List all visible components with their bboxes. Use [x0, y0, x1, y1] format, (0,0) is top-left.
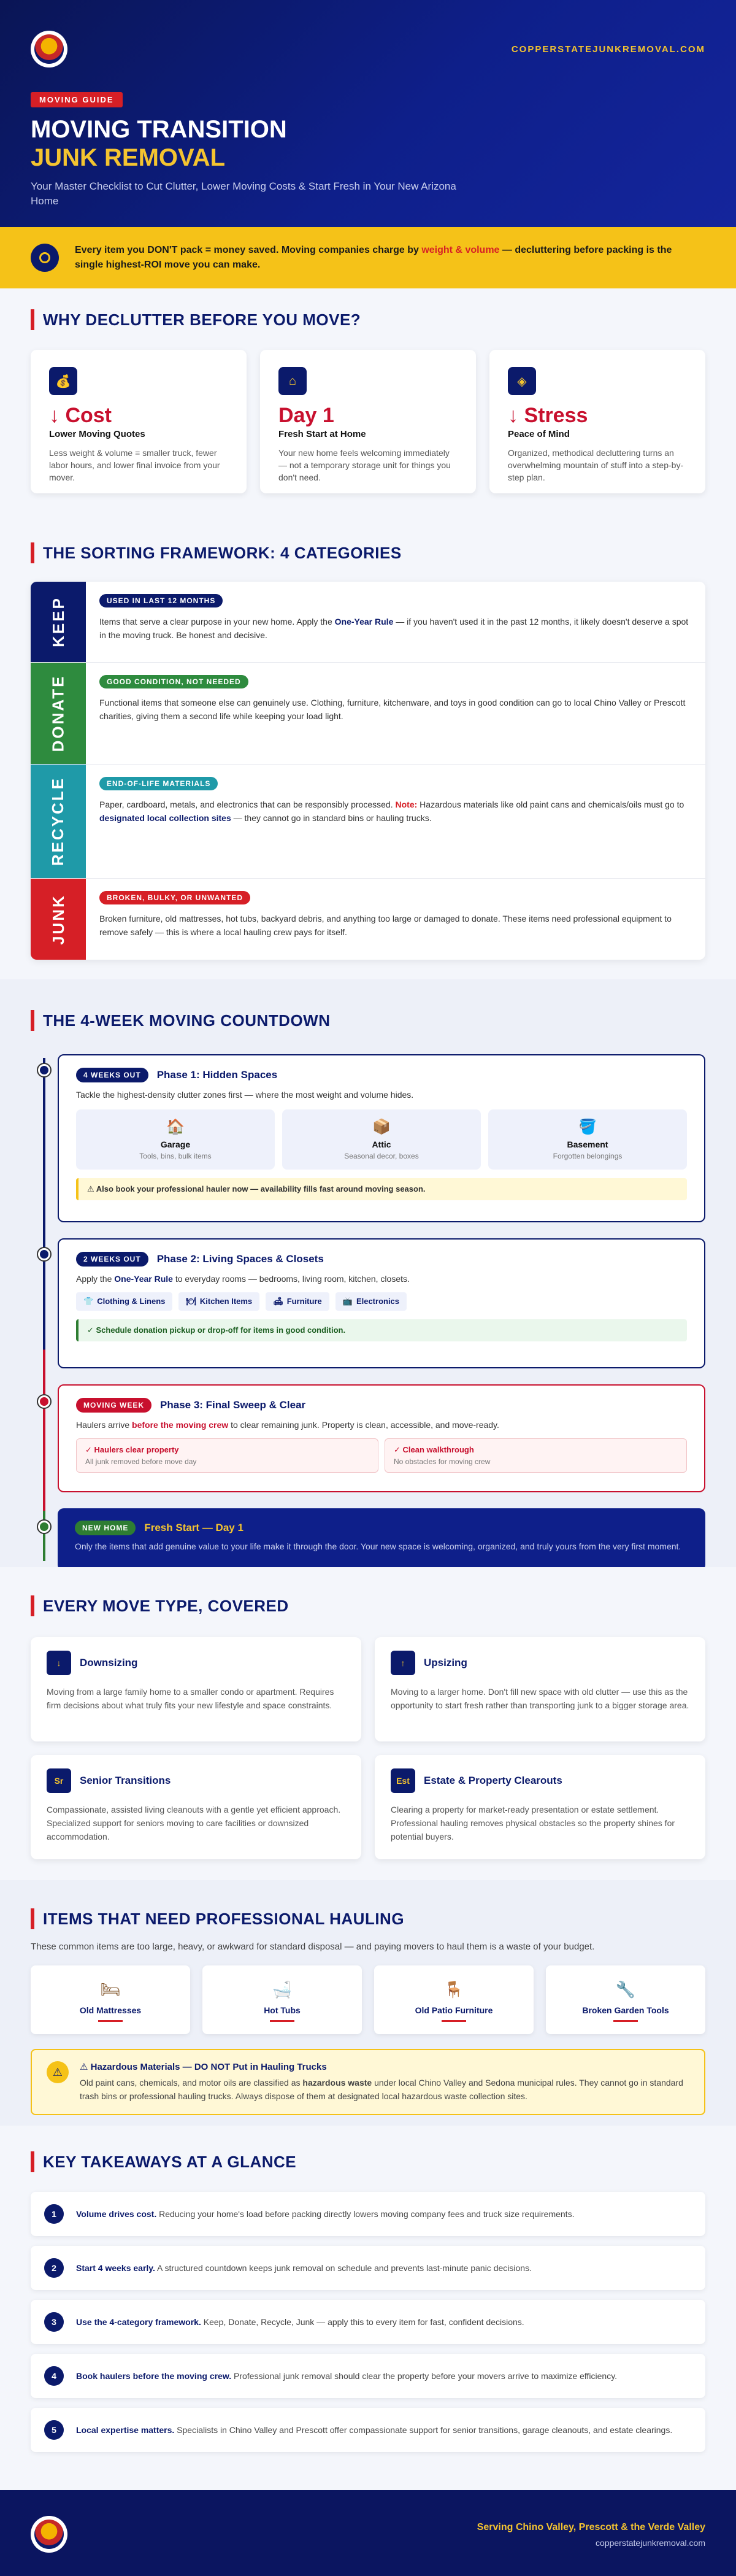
number-badge: 5: [44, 2420, 64, 2440]
title-line-1: MOVING TRANSITION: [31, 116, 287, 143]
footer-url-link[interactable]: copperstatejunkremoval.com: [596, 2538, 705, 2548]
why-label: Peace of Mind: [508, 429, 570, 439]
check-haulers: ✓ Haulers clear property All junk removed before move day: [76, 1438, 378, 1473]
category-badge: GOOD CONDITION, NOT NEEDED: [99, 675, 248, 688]
phase-desc: Apply the One-Year Rule to everyday rooms — bedrooms, living room, kitchen, closets.: [76, 1274, 410, 1284]
timeline-dot: [38, 1248, 50, 1260]
site-logo[interactable]: [31, 31, 67, 67]
zone-basement: 🪣 Basement Forgotten belongings: [488, 1109, 687, 1170]
timeline: [31, 1054, 705, 1571]
section-title: ITEMS THAT NEED PROFESSIONAL HAULING: [31, 1908, 705, 1929]
arrow-down-icon: ↓: [47, 1651, 71, 1675]
logo-sun-icon: [31, 2516, 67, 2553]
why-label: Fresh Start at Home: [278, 429, 366, 439]
zone-garage: 🏠 Garage Tools, bins, bulk items: [76, 1109, 275, 1170]
page-subtitle: Your Master Checklist to Cut Clutter, Lower Moving Costs & Start Fresh in Your New Arizona Home: [31, 180, 456, 207]
sort-row-donate: [31, 663, 705, 765]
bed-icon: 🛏: [100, 1980, 121, 1999]
move-card-downsizing: ↓ Downsizing Moving from a large family home to a smaller condo or apartment. Requires firm decisions about what truly fits your new lifestyle and space constraints.: [31, 1637, 361, 1741]
page-title: [31, 115, 287, 172]
bucket-icon: 🪣: [578, 1119, 597, 1135]
phase-2-card: [58, 1238, 705, 1368]
category-badge: END-OF-LIFE MATERIALS: [99, 777, 218, 790]
timeline-dot: [38, 1395, 50, 1408]
wrench-icon: 🔧: [615, 1980, 636, 1999]
phase-note: ⚠ Also book your professional hauler now — availability fills fast around moving season.: [76, 1178, 687, 1200]
phase-title: Fresh Start — Day 1: [144, 1522, 243, 1533]
senior-icon: Sr: [47, 1768, 71, 1793]
info-icon: [31, 244, 59, 272]
category-label: KEEP: [31, 582, 86, 662]
category-badge: BROKEN, BULKY, OR UNWANTED: [99, 891, 250, 904]
garage-icon: 🏠: [166, 1119, 185, 1135]
why-desc: Organized, methodical decluttering turns an overwhelming mountain of stuff into a step-by-step plan.: [508, 448, 684, 482]
tv-icon: 📺: [342, 1297, 353, 1306]
sorting-table: [31, 582, 705, 960]
sort-row-keep: [31, 582, 705, 663]
shield-icon: ◈: [508, 367, 536, 395]
logo-sun-icon: [31, 31, 67, 67]
site-url-link[interactable]: COPPERSTATEJUNKREMOVAL.COM: [511, 44, 705, 55]
why-card-day1: [260, 350, 476, 493]
hero-header: [0, 0, 736, 227]
phase-badge: NEW HOME: [75, 1521, 136, 1535]
chair-icon: 🪑: [443, 1980, 464, 1999]
phase-desc: Only the items that add genuine value to your life make it through the door. Your new space is welcoming, organized, and truly yours from the very first moment.: [75, 1541, 681, 1551]
hazard-warning: [31, 2049, 705, 2115]
sorting-framework-section: [0, 528, 736, 979]
estate-icon: Est: [391, 1768, 415, 1793]
banner-text: Every item you DON'T pack = money saved. Moving companies charge by weight & volume — decluttering before packing is the single highest-ROI move you can make.: [75, 245, 672, 270]
couch-icon: 🛋: [273, 1297, 283, 1306]
phase-badge: 2 WEEKS OUT: [76, 1252, 148, 1267]
phase-3-card: [58, 1384, 705, 1492]
section-title: KEY TAKEAWAYS AT A GLANCE: [31, 2151, 705, 2172]
section-title: WHY DECLUTTER BEFORE YOU MOVE?: [31, 309, 705, 330]
bathtub-icon: 🛁: [272, 1980, 293, 1999]
why-desc: Less weight & volume = smaller truck, fewer labor hours, and lower final invoice from your mover.: [49, 448, 220, 482]
why-card-cost: [31, 350, 247, 493]
category-desc: Functional items that someone else can genuinely use. Clothing, furniture, kitchenware, and toys in good condition can go to local Chino Valley or Prescott charities, giving them a second life while keeping your load light.: [99, 698, 686, 721]
why-card-stress: [489, 350, 705, 493]
why-declutter-section: [0, 288, 736, 528]
fresh-start-card: [58, 1508, 705, 1571]
takeaway-item: 5 Local expertise matters. Specialists in Chino Valley and Prescott offer compassionate support for senior transitions, garage cleanouts, and estate clearings.: [31, 2408, 705, 2452]
takeaway-item: 4 Book haulers before the moving crew. Professional junk removal should clear the property before your movers arrive to maximize efficiency.: [31, 2354, 705, 2398]
shirt-icon: 👕: [83, 1297, 94, 1306]
move-card-upsizing: ↑ Upsizing Moving to a larger home. Don't fill new space with old clutter — use this as the opportunity to start fresh rather than transporting junk to a bigger storage area.: [375, 1637, 705, 1741]
haul-item-tools: 🔧 Broken Garden Tools: [546, 1965, 705, 2034]
guide-badge: MOVING GUIDE: [31, 92, 123, 107]
why-desc: Your new home feels welcoming immediately — not a temporary storage unit for things you don't need.: [278, 448, 451, 482]
sort-row-recycle: [31, 765, 705, 879]
phase-title: Phase 3: Final Sweep & Clear: [160, 1399, 306, 1411]
category-label: JUNK: [31, 879, 86, 960]
home-icon: ⌂: [278, 367, 307, 395]
hauling-section: [0, 1880, 736, 2126]
why-stat: Day 1: [278, 404, 334, 427]
title-line-2: JUNK REMOVAL: [31, 144, 226, 171]
takeaways-section: [0, 2126, 736, 2490]
check-walkthrough: ✓ Clean walkthrough No obstacles for moving crew: [385, 1438, 687, 1473]
tag-kitchen: 🍽 Kitchen Items: [178, 1292, 259, 1311]
haul-item-patio: 🪑 Old Patio Furniture: [374, 1965, 534, 2034]
arrow-up-icon: ↑: [391, 1651, 415, 1675]
takeaway-item: 3 Use the 4-category framework. Keep, Donate, Recycle, Junk — apply this to every item for fast, confident decisions.: [31, 2300, 705, 2344]
phase-desc: Haulers arrive before the moving crew to clear remaining junk. Property is clean, accessible, and move-ready.: [76, 1420, 499, 1430]
phase-badge: 4 WEEKS OUT: [76, 1068, 148, 1082]
timeline-line: [43, 1058, 45, 1561]
haul-item-hot-tub: 🛁 Hot Tubs: [202, 1965, 362, 2034]
hazard-text: Old paint cans, chemicals, and motor oils are classified as hazardous waste under local Chino Valley and Sedona municipal rules. They cannot go in standard trash bins or professional hauling trucks. Always dispose of them at designated local hazardous waste collection sites.: [80, 2078, 683, 2101]
timeline-dot: [38, 1521, 50, 1533]
timeline-dot: [38, 1064, 50, 1076]
section-title: EVERY MOVE TYPE, COVERED: [31, 1595, 705, 1616]
plate-icon: 🍽: [186, 1297, 196, 1306]
warning-icon: ⚠: [47, 2061, 69, 2083]
zone-attic: 📦 Attic Seasonal decor, boxes: [282, 1109, 481, 1170]
haul-item-mattress: 🛏 Old Mattresses: [31, 1965, 190, 2034]
takeaway-item: 1 Volume drives cost. Reducing your home's load before packing directly lowers moving company fees and truck size requirements.: [31, 2192, 705, 2236]
number-badge: 3: [44, 2312, 64, 2332]
move-card-estate: Est Estate & Property Clearouts Clearing a property for market-ready presentation or estate settlement. Professional hauling removes physical obstacles so the property shines for potential buyers.: [375, 1755, 705, 1859]
phase-title: Phase 2: Living Spaces & Closets: [156, 1253, 324, 1265]
phase-note: ✓ Schedule donation pickup or drop-off for items in good condition.: [76, 1319, 687, 1341]
phase-title: Phase 1: Hidden Spaces: [156, 1069, 278, 1081]
section-title: THE SORTING FRAMEWORK: 4 CATEGORIES: [31, 542, 705, 563]
category-label: RECYCLE: [31, 765, 86, 878]
move-card-senior: Sr Senior Transitions Compassionate, assisted living cleanouts with a gentle yet efficient approach. Specialized support for seniors moving to care facilities or downsized accommodation.: [31, 1755, 361, 1859]
tag-clothing: 👕 Clothing & Linens: [76, 1292, 172, 1311]
number-badge: 1: [44, 2204, 64, 2224]
why-label: Lower Moving Quotes: [49, 429, 145, 439]
number-badge: 4: [44, 2366, 64, 2386]
hazard-title: ⚠ Hazardous Materials — DO NOT Put in Hauling Trucks: [80, 2062, 327, 2072]
money-bag-icon: 💰: [49, 367, 77, 395]
category-desc: Items that serve a clear purpose in your new home. Apply the One-Year Rule — if you haven't used it in the past 12 months, it likely doesn't deserve a spot in the moving truck. Be honest and decisive.: [99, 617, 689, 640]
category-desc: Broken furniture, old mattresses, hot tubs, backyard debris, and anything too large or damaged to donate. These items need professional equipment to remove safely — this is where a local hauling crew pays for itself.: [99, 914, 672, 937]
category-desc: Paper, cardboard, metals, and electronics that can be responsibly processed. Note: Hazardous materials like old paint cans and chemicals/oils must go to designated local collection sites — they cannot go in standard bins or hauling trucks.: [99, 800, 684, 823]
savings-banner: [0, 227, 736, 288]
category-label: DONATE: [31, 663, 86, 764]
move-types-section: [0, 1567, 736, 1880]
countdown-section: [0, 979, 736, 1567]
section-title: THE 4-WEEK MOVING COUNTDOWN: [31, 1010, 705, 1031]
number-badge: 2: [44, 2258, 64, 2278]
why-stat: ↓ Cost: [49, 404, 112, 427]
phase-1-card: [58, 1054, 705, 1222]
takeaway-item: 2 Start 4 weeks early. A structured countdown keeps junk removal on schedule and prevents last-minute panic decisions.: [31, 2246, 705, 2290]
box-icon: 📦: [372, 1119, 391, 1135]
footer-logo[interactable]: [31, 2516, 67, 2553]
tag-furniture: 🛋 Furniture: [266, 1292, 329, 1311]
tag-electronics: 📺 Electronics: [335, 1292, 407, 1311]
footer-service-area: Serving Chino Valley, Prescott & the Verde Valley: [477, 2522, 705, 2532]
phase-desc: Tackle the highest-density clutter zones first — where the most weight and volume hides.: [76, 1090, 414, 1100]
footer: [0, 2490, 736, 2576]
why-stat: ↓ Stress: [508, 404, 588, 427]
phase-badge: MOVING WEEK: [76, 1398, 151, 1413]
category-badge: USED IN LAST 12 MONTHS: [99, 594, 223, 607]
sort-row-junk: [31, 879, 705, 960]
hauling-intro: These common items are too large, heavy, or awkward for standard disposal — and paying movers to haul them is a waste of your budget.: [31, 1942, 595, 1952]
